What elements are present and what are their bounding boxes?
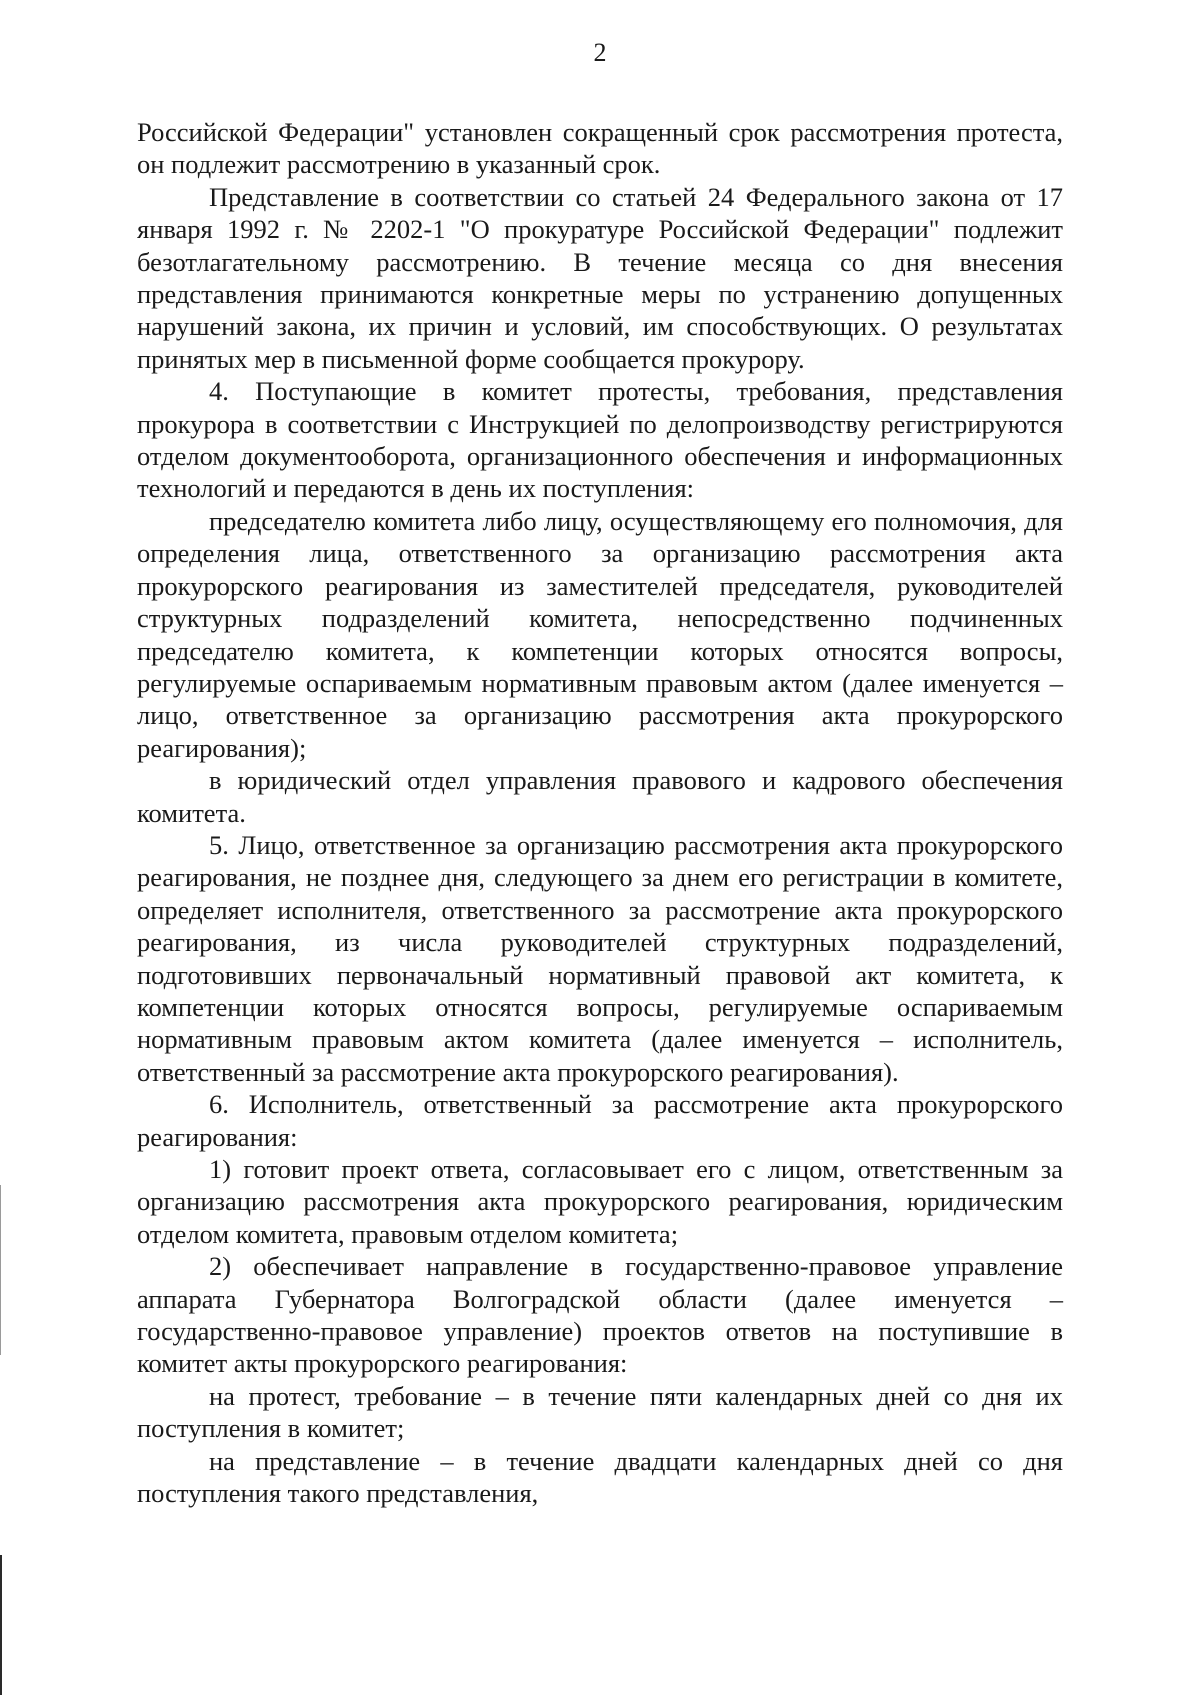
paragraph-subitem-1: 1) готовит проект ответа, согласовывает его с лицом, ответственным за организацию рассмотрения акта прокурорского реагирования, юридическим отделом комитета, правовым отделом комитета; <box>137 1154 1063 1249</box>
paragraph-legal-department: в юридический отдел управления правового и кадрового обеспечения комитета. <box>137 765 1063 828</box>
paragraph-subitem-2: 2) обеспечивает направление в государственно-правовое управление аппарата Губернатора Волгоградской области (далее именуется – государственно-правовое управление) проектов ответов на поступившие в комитет акты прокурорского реагирования: <box>137 1251 1063 1379</box>
paragraph-protest-deadline: Российской Федерации" установлен сокращенный срок рассмотрения протеста, он подлежит рассмотрению в указанный срок. <box>137 117 1063 180</box>
paragraph-item-6: 6. Исполнитель, ответственный за рассмотрение акта прокурорского реагирования: <box>137 1089 1063 1152</box>
scan-edge-mark <box>0 1185 1 1355</box>
paragraph-representation: Представление в соответствии со статьей 24 Федерального закона от 17 января 1992 г. № 2202-1 "О прокуратуре Российской Федерации" подлежит безотлагательному рассмотрению. В течение месяца со дня внесения представления принимаются конкретные меры по устранению допущенных нарушений закона, их причин и условий, им способствующих. О результатах принятых мер в письменной форме сообщается прокурору. <box>137 181 1063 374</box>
paragraph-item-5: 5. Лицо, ответственное за организацию рассмотрения акта прокурорского реагирования, не позднее дня, следующего за днем его регистрации в комитете, определяет исполнителя, ответственного за рассмотрение акта прокурорского реагирования, из числа руководителей структурных подразделений, подготовивших первоначальный нормативный правовой акт комитета, к компетенции которых относятся вопросы, регулируемые оспариваемым нормативным правовым актом комитета (далее именуется – исполнитель, ответственный за рассмотрение акта прокурорского реагирования). <box>137 829 1063 1087</box>
page-number: 2 <box>593 38 607 67</box>
paragraph-protest-term: на протест, требование – в течение пяти календарных дней со дня их поступления в комитет; <box>137 1380 1063 1444</box>
paragraph-representation-term: на представление – в течение двадцати календарных дней со дня поступления такого представления, <box>137 1445 1063 1509</box>
paragraph-item-4: 4. Поступающие в комитет протесты, требования, представления прокурора в соответствии с Инструкцией по делопроизводству регистрируются отделом документооборота, организационного обеспечения и информационных технологий и передаются в день их поступления: <box>137 376 1063 504</box>
scan-edge-mark <box>0 1555 2 1695</box>
document-body <box>137 116 1063 1509</box>
paragraph-chairman: председателю комитета либо лицу, осуществляющему его полномочия, для определения лица, ответственного за организацию рассмотрения акта прокурорского реагирования из заместителей председателя, руководителей структурных подразделений комитета, непосредственно подчиненных председателю комитета, к компетенции которых относятся вопросы, регулируемые оспариваемым нормативным правовым актом (далее именуется – лицо, ответственное за организацию рассмотрения акта прокурорского реагирования); <box>137 505 1063 763</box>
